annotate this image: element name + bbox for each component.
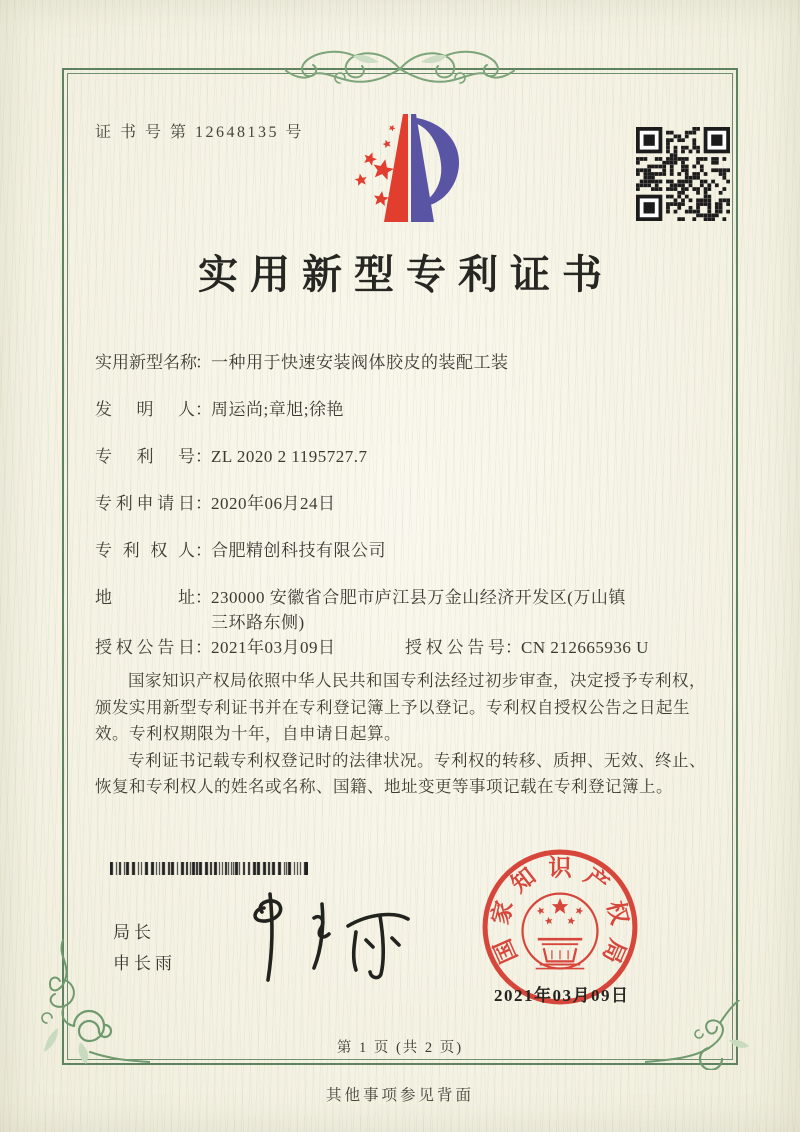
- colon: ：: [195, 588, 212, 607]
- field-row-patent-no: [95, 444, 707, 469]
- national-emblem-icon: [523, 894, 598, 969]
- back-note: 其他事项参见背面: [325, 1087, 474, 1104]
- field-row-address: [95, 585, 707, 635]
- field-value: ZL 2020 2 1195727.7: [211, 447, 368, 466]
- field-value: 合肥精创科技有限公司: [211, 541, 386, 560]
- legal-paragraph-1: 国家知识产权局依照中华人民共和国专利法经过初步审查，决定授予专利权，颁发实用新型专利证书并在专利登记簿上予以登记。专利权自授权公告之日起生效。专利权期限为十年，自申请日起算。: [95, 671, 706, 743]
- signer-name: 申长雨: [113, 954, 176, 973]
- colon: ：: [195, 400, 212, 419]
- colon: ：: [195, 638, 212, 657]
- colon: ：: [195, 494, 212, 513]
- seal-date: 2021年03月09日: [494, 986, 630, 1005]
- seal-char: 权: [601, 898, 633, 928]
- field-label: 地址: [95, 588, 195, 607]
- certificate-title: 实用新型专利证书: [198, 252, 614, 297]
- colon: ：: [195, 541, 212, 560]
- field-label: 专利权人: [95, 541, 195, 560]
- field-row-grant: [95, 635, 707, 660]
- qr-code-icon: [636, 127, 730, 221]
- signature-handwriting-icon: [228, 890, 413, 988]
- field-row-filing-date: [95, 491, 707, 516]
- legal-paragraph-2: 专利证书记载专利权登记时的法律状况。专利权的转移、质押、无效、终止、恢复和专利权人的姓名或名称、国籍、地址变更等事项记载在专利登记簿上。: [95, 750, 706, 796]
- field-value: 一种用于快速安装阀体胶皮的装配工装: [211, 353, 509, 372]
- seal-char: 产: [578, 863, 614, 899]
- field-row-patentee: [95, 538, 707, 563]
- seal-char: 家: [487, 898, 519, 928]
- seal-char: 局: [596, 934, 631, 967]
- colon: ：: [195, 447, 212, 466]
- seal-char: 国: [489, 934, 524, 967]
- certificate-number: 证 书 号 第 12648135 号: [95, 124, 305, 141]
- grant-date: 2021年03月09日: [211, 638, 336, 657]
- field-value: 2020年06月24日: [211, 494, 336, 513]
- signer-title: 局长: [113, 923, 155, 942]
- seal-char: 知: [506, 863, 542, 899]
- field-label: 授权公告日: [95, 638, 195, 657]
- field-row-inventors: [95, 397, 707, 422]
- grant-number: CN 212665936 U: [521, 638, 649, 657]
- barcode-icon: [110, 862, 308, 875]
- signer-block: [113, 917, 176, 979]
- field-label: 实用新型名称: [95, 353, 197, 372]
- seal-char: 识: [548, 855, 572, 882]
- cnipa-logo: [337, 108, 467, 230]
- field-label: 发明人: [95, 400, 195, 419]
- colon: ：: [195, 353, 212, 372]
- field-label: 专利申请日: [95, 494, 195, 513]
- field-label: 专利号: [95, 447, 195, 466]
- colon: ：: [505, 638, 522, 657]
- certificate-fields: [95, 350, 707, 682]
- legal-text: [95, 668, 707, 801]
- field-value: 230000 安徽省合肥市庐江县万金山经济开发区(万山镇三环路东侧): [211, 588, 626, 632]
- field-value: 周运尚;章旭;徐艳: [211, 400, 344, 419]
- field-label: 授权公告号: [405, 638, 505, 657]
- page-number: 第 1 页 (共 2 页): [336, 1040, 464, 1056]
- field-row-name: [95, 350, 707, 375]
